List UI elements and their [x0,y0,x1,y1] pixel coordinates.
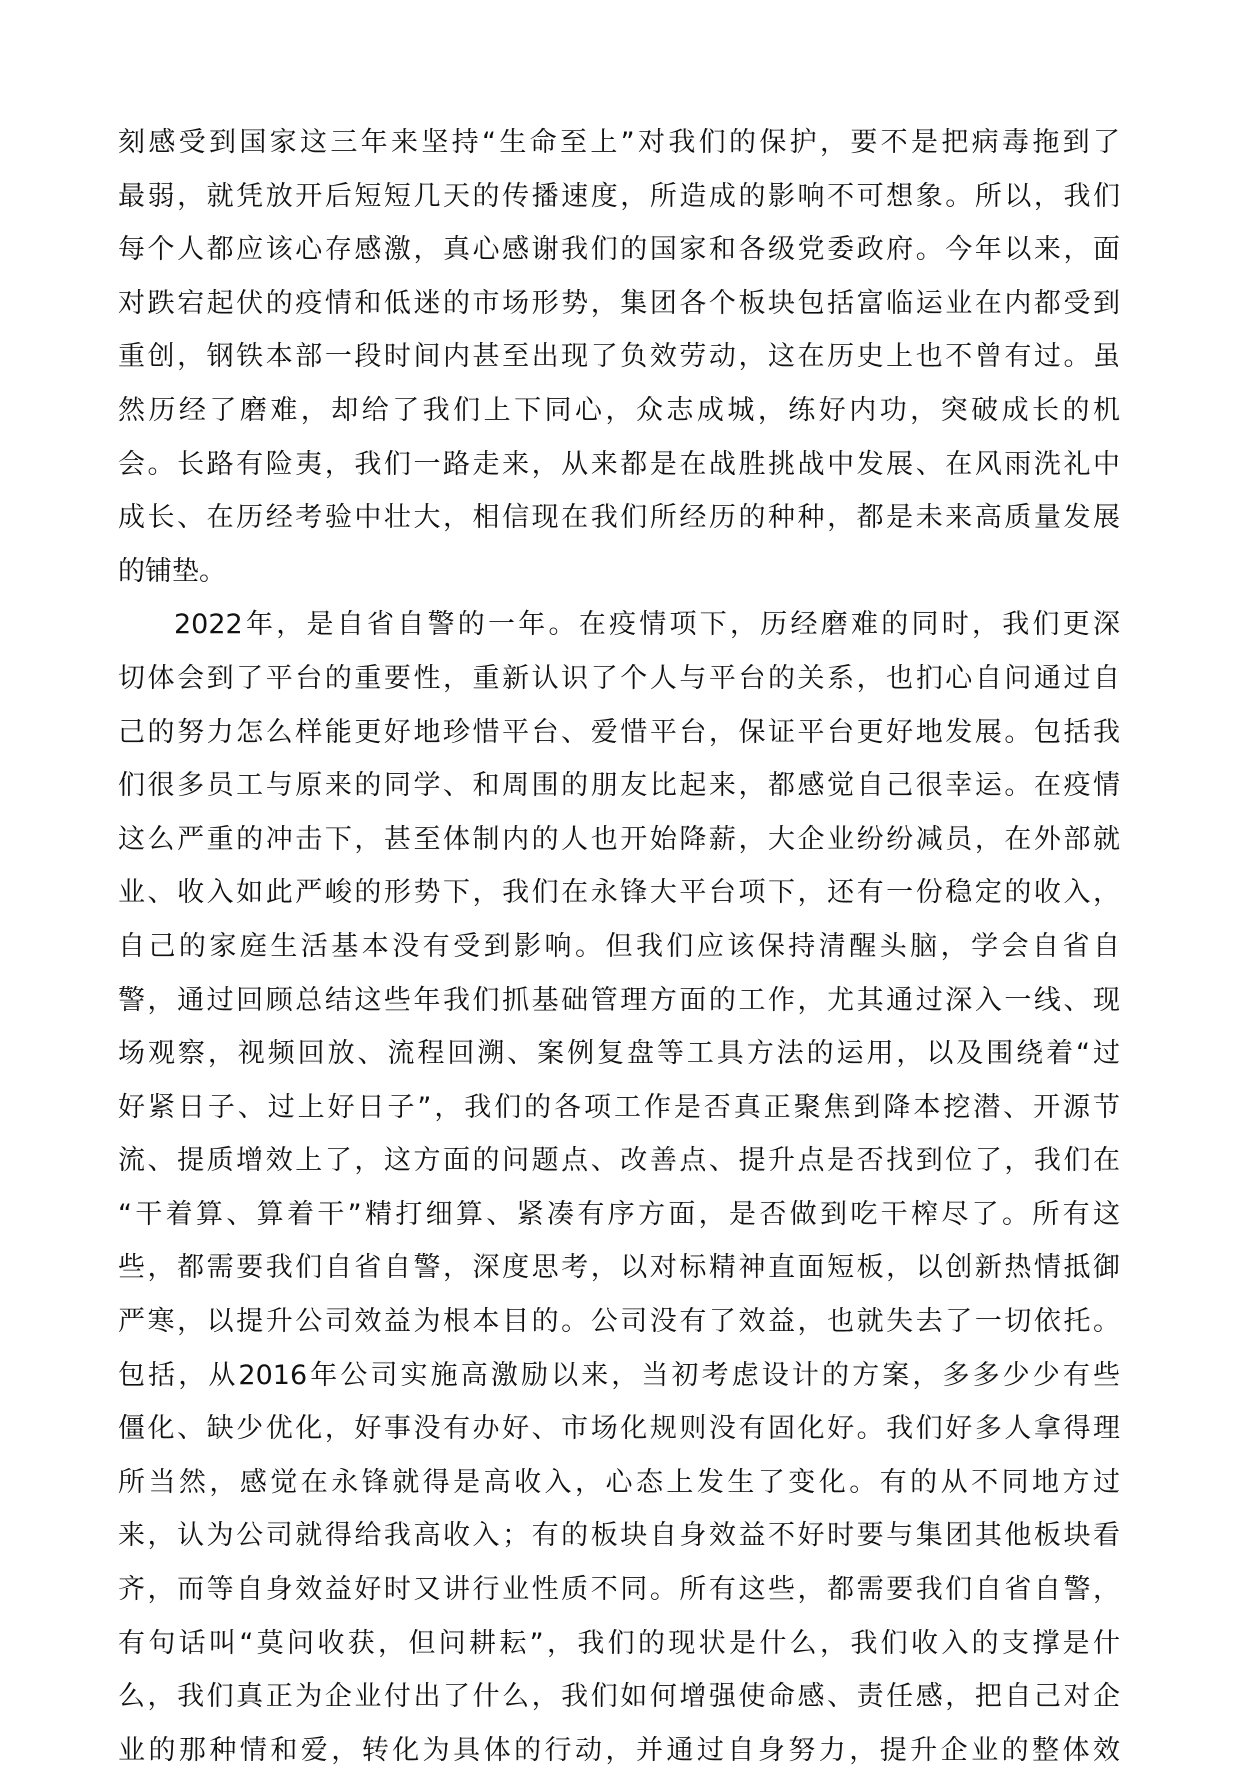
text-line: 流、提质增效上了，这方面的问题点、改善点、提升点是否找到位了，我们在 [118,1145,1120,1177]
text-line: 僵化、缺少优化，好事没有办好、市场化规则没有固化好。我们好多人拿得理 [118,1413,1120,1445]
text-line: 最弱，就凭放开后短短几天的传播速度，所造成的影响不可想象。所以，我们 [118,180,1120,212]
text-line: 业的那种情和爱，转化为具体的行动，并通过自身努力，提升企业的整体效 [118,1734,1120,1766]
body-text [118,116,1120,1777]
text-line: 有句话叫“莫问收获，但问耕耘”，我们的现状是什么，我们收入的支撑是什 [118,1627,1120,1659]
paragraph-end-line: 的铺垫。 [118,555,226,587]
text-line: 每个人都应该心存感激，真心感谢我们的国家和各级党委政府。今年以来，面 [118,234,1120,266]
text-line: 己的努力怎么样能更好地珍惜平台、爱惜平台，保证平台更好地发展。包括我 [118,716,1120,748]
text-line: 场观察，视频回放、流程回溯、案例复盘等工具方法的运用，以及围绕着“过 [118,1038,1120,1070]
text-line: 会。长路有险夷，我们一路走来，从来都是在战胜挑战中发展、在风雨洗礼中 [118,448,1120,480]
text-line: 严寒，以提升公司效益为根本目的。公司没有了效益，也就失去了一切依托。 [118,1306,1120,1338]
text-line: 所当然，感觉在永锋就得是高收入，心态上发生了变化。有的从不同地方过 [118,1466,1120,1498]
text-line: 们很多员工与原来的同学、和周围的朋友比起来，都感觉自己很幸运。在疫情 [118,770,1120,802]
text-line: 齐，而等自身效益好时又讲行业性质不同。所有这些，都需要我们自省自警， [118,1574,1120,1606]
text-line: 业、收入如此严峻的形势下，我们在永锋大平台项下，还有一份稳定的收入， [118,877,1120,909]
paragraph-start-line: 2022年，是自省自警的一年。在疫情项下，历经磨难的同时，我们更深 [174,609,1120,641]
text-line: 切体会到了平台的重要性，重新认识了个人与平台的关系，也扪心自问通过自 [118,662,1120,694]
text-line: 对跌宕起伏的疫情和低迷的市场形势，集团各个板块包括富临运业在内都受到 [118,287,1120,319]
text-line: 么，我们真正为企业付出了什么，我们如何增强使命感、责任感，把自己对企 [118,1681,1120,1713]
text-line: 重创，钢铁本部一段时间内甚至出现了负效劳动，这在历史上也不曾有过。虽 [118,341,1120,373]
text-line: 成长、在历经考验中壮大，相信现在我们所经历的种种，都是未来高质量发展 [118,502,1120,534]
text-line: 然历经了磨难，却给了我们上下同心，众志成城，练好内功，突破成长的机 [118,394,1120,426]
text-line: 刻感受到国家这三年来坚持“生命至上”对我们的保护，要不是把病毒拖到了 [118,127,1120,158]
text-line: 包括，从2016年公司实施高激励以来，当初考虑设计的方案，多多少少有些 [118,1359,1120,1391]
text-line: 这么严重的冲击下，甚至体制内的人也开始降薪，大企业纷纷减员，在外部就 [118,823,1120,855]
text-line: 些，都需要我们自省自警，深度思考，以对标精神直面短板，以创新热情抵御 [118,1252,1120,1284]
text-line: 来，认为公司就得给我高收入；有的板块自身效益不好时要与集团其他板块看 [118,1520,1120,1552]
text-line: 自己的家庭生活基本没有受到影响。但我们应该保持清醒头脑，学会自省自 [118,930,1120,962]
text-line: “干着算、算着干”精打细算、紧凑有序方面，是否做到吃干榨尽了。所有这 [118,1198,1120,1230]
text-line: 好紧日子、过上好日子”，我们的各项工作是否真正聚焦到降本挖潜、开源节 [118,1091,1120,1123]
text-line: 警，通过回顾总结这些年我们抓基础管理方面的工作，尤其通过深入一线、现 [118,984,1120,1016]
